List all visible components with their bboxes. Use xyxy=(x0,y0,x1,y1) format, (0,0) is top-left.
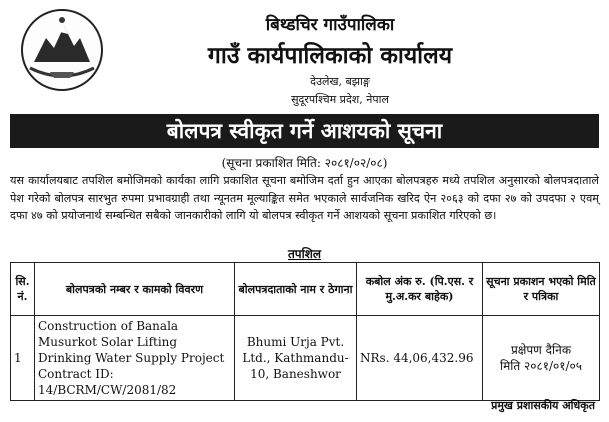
cell-amount: NRs. 44,06,432.96 xyxy=(357,316,483,401)
header-publication: सूचना प्रकाशन भएको मिति र पत्रिका xyxy=(483,263,600,316)
office-province: सुदूरपश्चिम प्रदेश, नेपाल xyxy=(291,93,389,106)
header-sn: सि. नं. xyxy=(11,263,35,316)
signatory: प्रमुख प्रशासकीय अधिकृत xyxy=(491,399,595,412)
header-bidder: बोलपत्रदाताको नाम र ठेगाना xyxy=(235,263,357,316)
office-location: देउलेख, बझाङ्ग xyxy=(310,75,370,88)
notice-body: यस कार्यालयबाट तपशिल बमोजिमको कार्यका लागि प्रकाशित सूचना बमोजिम दर्ता हुन आएका बोलपत्रहरु मध्ये तपशिल अनुसारको बोलपत्रदाताले पेश गरेको बोलपत्र सारभुत रुपमा प्रभावग्राही तथा न्यूनतम मूल्याङ्कित समेत भएकाले सार्वजनिक खरिद ऐन २०६३ को दफा २७ को उपदफा २ एवम् दफा ४७ को प्रयोजनार्थ सम्बन्धित सबैको जानकारीको लागि यो बोलपत्र स्वीकृत गर्ने आशयको सूचना प्रकाशित गरिएको छ। xyxy=(10,174,599,222)
details-table xyxy=(10,262,600,401)
cell-bidder: Bhumi Urja Pvt. Ltd., Kathmandu-10, Baneshwor xyxy=(235,316,357,401)
publication-date: मिति २०८१/०१/०५ xyxy=(499,359,583,373)
publish-date: (सूचना प्रकाशित मिति: २०८१/०२/०८) xyxy=(221,156,388,170)
newspaper-name: प्रक्षेपण दैनिक xyxy=(510,343,572,357)
table-title: तपशिल xyxy=(287,247,322,261)
cell-publication xyxy=(483,316,600,401)
cell-description: Construction of Banala Musurkot Solar Lifting Drinking Water Supply Project Contract ID: 14/BCRM/CW/2081/82 xyxy=(35,316,235,401)
office-name: गाउँ कार्यपालिकाको कार्यालय xyxy=(207,42,453,69)
header-description: बोलपत्रको नम्बर र कामको विवरण xyxy=(35,263,235,316)
notice-title: बोलपत्र स्वीकृत गर्ने आशयको सूचना xyxy=(10,114,599,148)
municipality-name: बिथ्डचिर गाउँपालिका xyxy=(265,15,395,35)
table-row xyxy=(11,316,600,401)
header-amount: कबोल अंक रु. (पि.एस. र मु.अ.कर बाहेक) xyxy=(357,263,483,316)
nepal-emblem-icon xyxy=(20,8,104,92)
cell-sn: 1 xyxy=(11,316,35,401)
table-header-row xyxy=(11,263,600,316)
